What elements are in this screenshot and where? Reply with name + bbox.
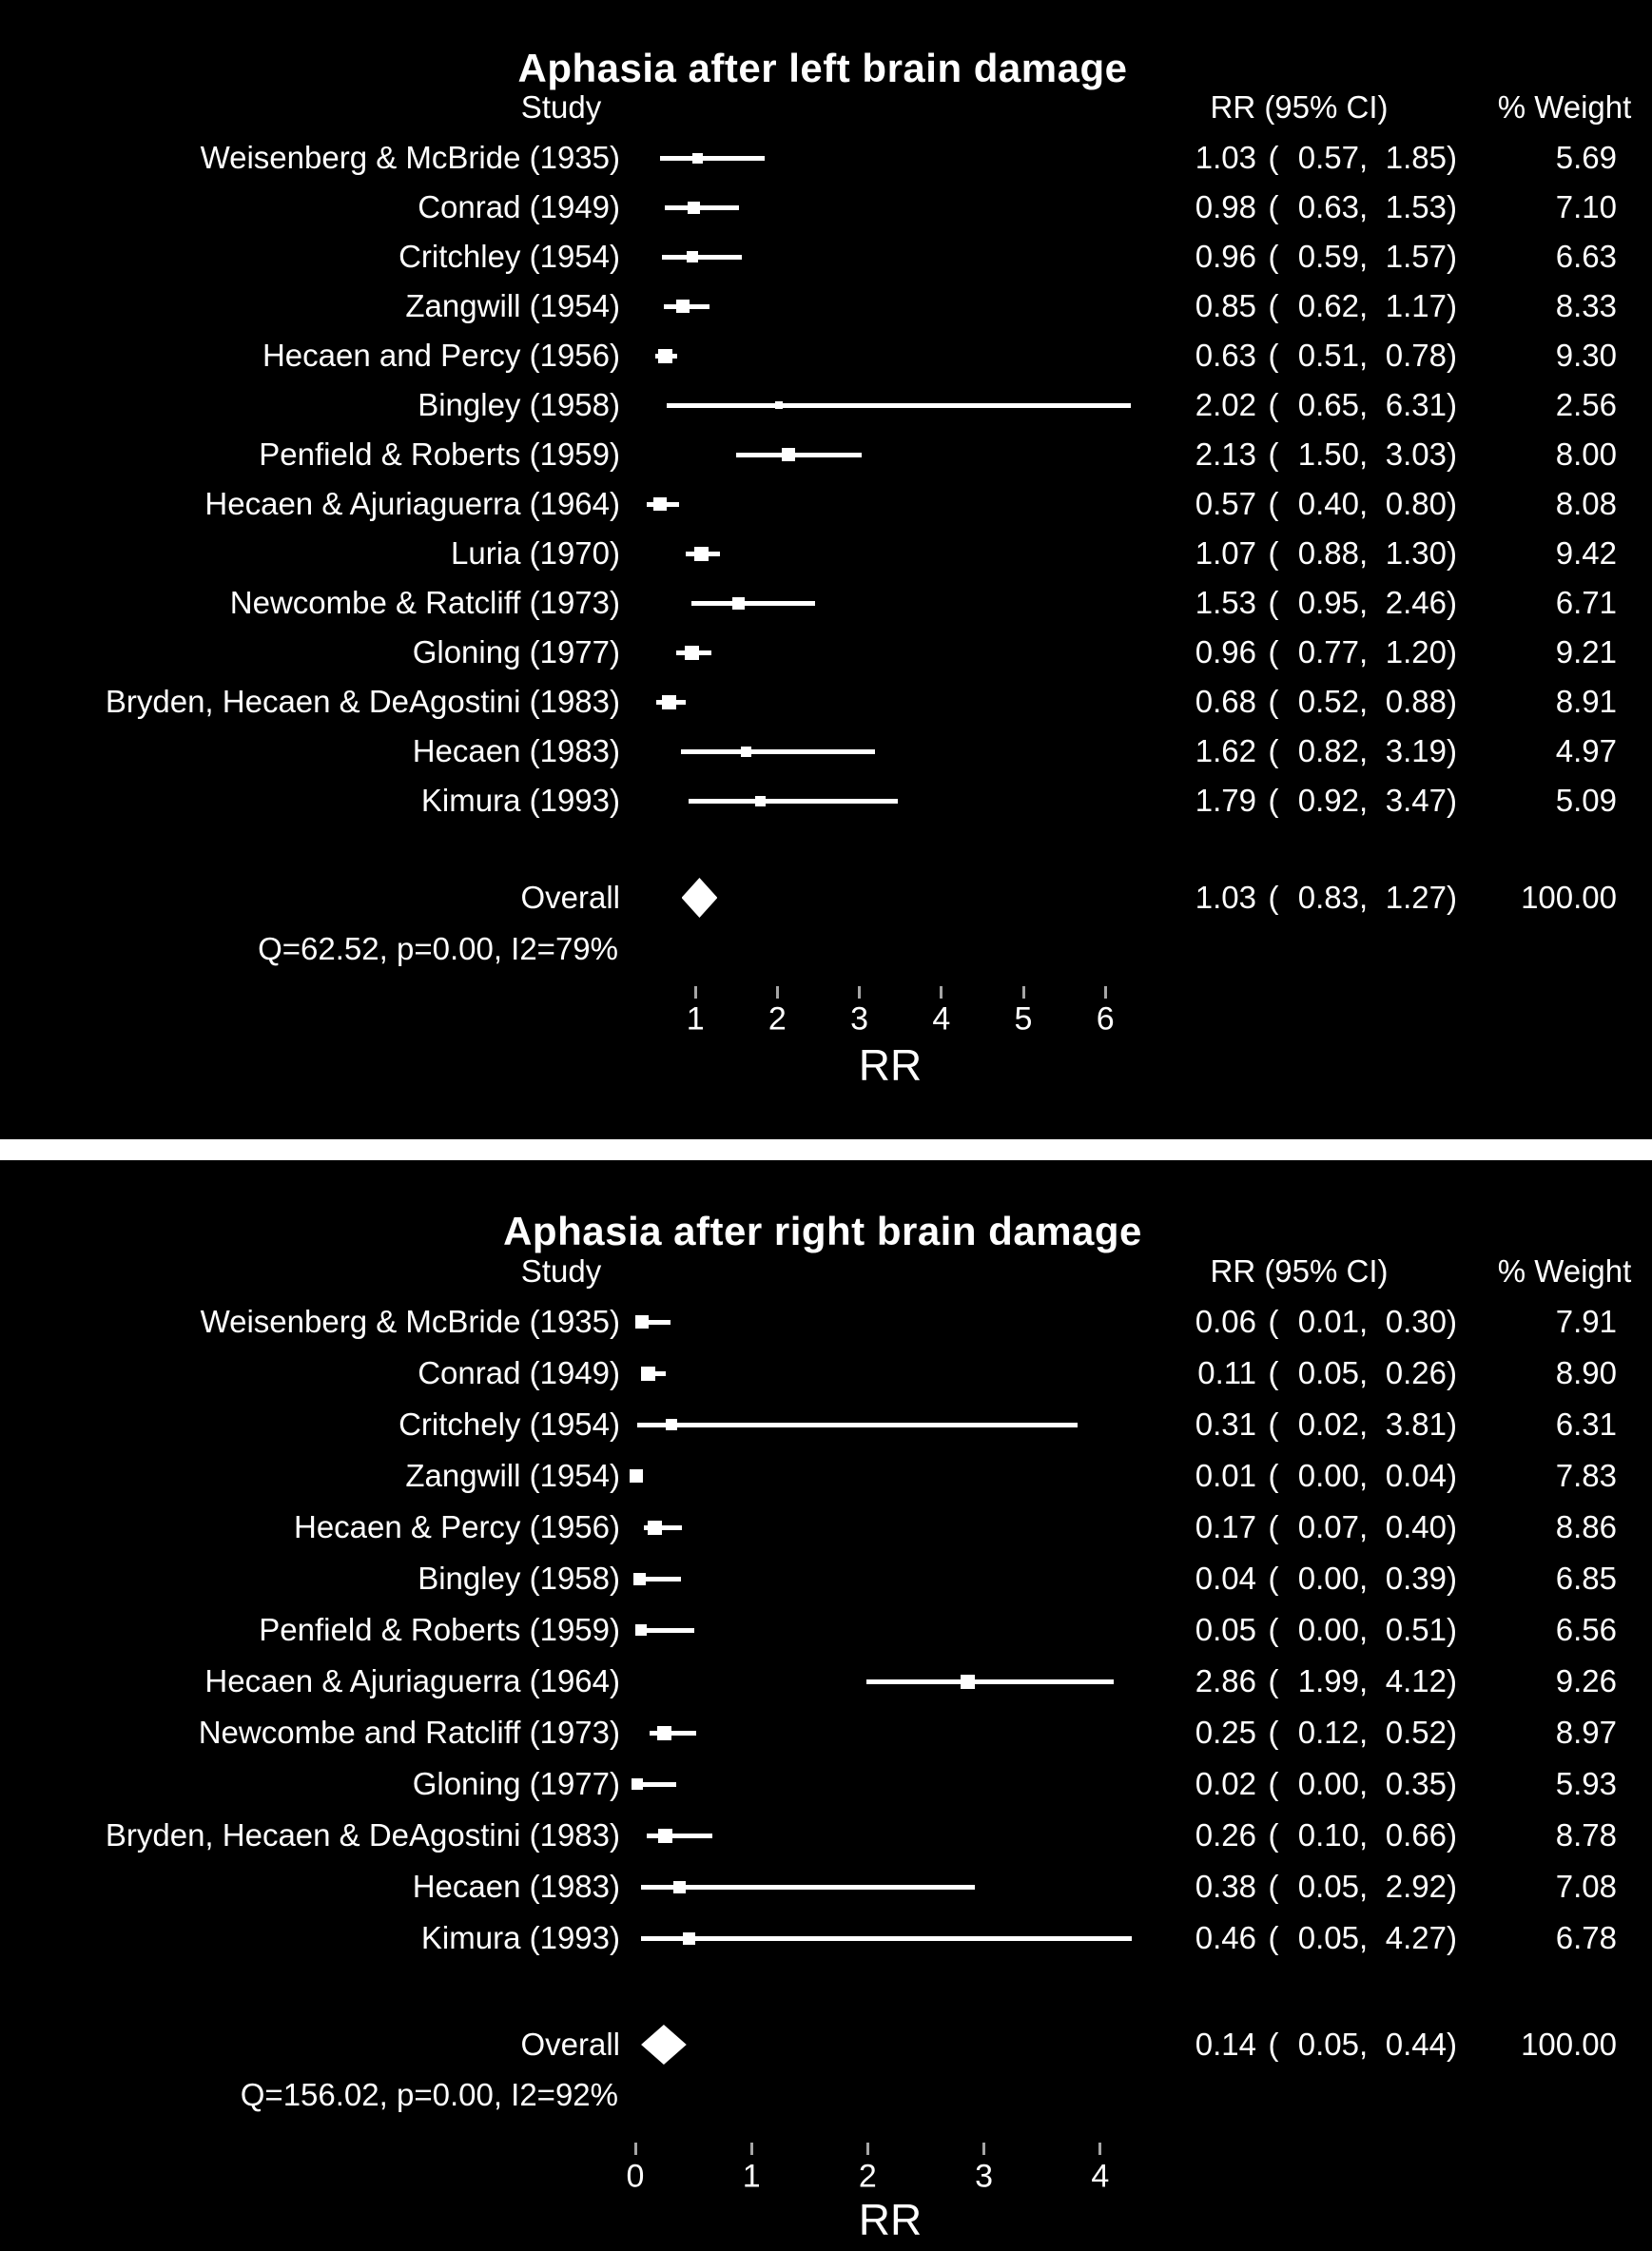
point-estimate-marker [635,1315,649,1329]
column-header-weight: % Weight [1497,1253,1632,1289]
study-label: Zangwill (1954) [405,1458,620,1493]
weight-value: 8.08 [1555,486,1617,521]
weight-value: 7.08 [1555,1869,1617,1904]
axis-tick-label: 4 [932,1000,951,1038]
point-estimate-marker [648,1521,662,1535]
study-label: Luria (1970) [451,535,620,571]
weight-value: 6.31 [1555,1407,1617,1442]
study-label: Hecaen and Percy (1956) [262,338,620,373]
study-label: Zangwill (1954) [405,288,620,323]
rr-ci-value: 0.11 ( 0.05 , 0.26 ) [1197,1355,1457,1390]
point-estimate-marker [641,1367,655,1381]
overall-diamond [641,2025,687,2065]
rr-ci-value: 0.25 ( 0.12 , 0.52 ) [1195,1715,1457,1750]
rr-ci-value: 1.03 ( 0.57 , 1.85 ) [1195,140,1457,175]
study-label: Hecaen & Ajuriaguerra (1964) [204,1663,620,1698]
column-header-rr-ci: RR (95% CI) [1210,89,1389,125]
study-label: Gloning (1977) [412,1766,620,1801]
weight-value: 6.78 [1555,1920,1617,1955]
weight-value: 8.78 [1555,1817,1617,1853]
column-header-study: Study [520,1253,602,1289]
point-estimate-marker [630,1469,643,1483]
point-estimate-marker [658,1829,672,1843]
rr-ci-value: 0.68 ( 0.52 , 0.88 ) [1195,684,1457,719]
weight-value: 7.91 [1555,1304,1617,1339]
weight-value: 9.26 [1555,1663,1617,1698]
rr-ci-value: 0.26 ( 0.10 , 0.66 ) [1195,1817,1457,1853]
rr-ci-value: 0.38 ( 0.05 , 2.92 ) [1195,1869,1457,1904]
point-estimate-marker [657,1726,671,1740]
weight-value: 8.33 [1555,288,1617,323]
rr-ci-value: 0.63 ( 0.51 , 0.78 ) [1195,338,1457,373]
point-estimate-marker [633,1573,646,1585]
confidence-interval-line [637,1423,1078,1427]
point-estimate-marker [673,1881,686,1893]
weight-value: 100.00 [1521,2027,1617,2062]
study-label: Critchley (1954) [398,239,620,274]
axis-tick-label: 6 [1096,1000,1115,1038]
weight-value: 6.85 [1555,1561,1617,1596]
axis-tick-label: 3 [850,1000,869,1038]
study-label: Bingley (1958) [418,1561,620,1596]
weight-value: 8.86 [1555,1509,1617,1544]
heterogeneity-stats: Q=62.52, p=0.00, I2=79% [258,931,618,966]
rr-ci-value: 1.62 ( 0.82 , 3.19 ) [1195,733,1457,768]
rr-ci-value: 0.17 ( 0.07 , 0.40 ) [1195,1509,1457,1544]
overall-label: Overall [520,880,620,915]
overall-label: Overall [520,2027,620,2062]
confidence-interval-line [641,1936,1132,1941]
study-label: Gloning (1977) [412,634,620,669]
point-estimate-marker [961,1675,975,1689]
axis-tick-label: 1 [742,2158,761,2195]
study-label: Bryden, Hecaen & DeAgostini (1983) [105,1817,620,1853]
rr-ci-value: 0.06 ( 0.01 , 0.30 ) [1195,1304,1457,1339]
column-header-study: Study [520,89,602,125]
panel-title: Aphasia after left brain damage [517,46,1128,90]
rr-ci-value: 0.98 ( 0.63 , 1.53 ) [1195,189,1457,224]
heterogeneity-stats: Q=156.02, p=0.00, I2=92% [240,2077,618,2112]
weight-value: 2.56 [1555,387,1617,422]
weight-value: 4.97 [1555,733,1617,768]
axis-tick-label: 0 [626,2158,645,2195]
weight-value: 6.63 [1555,239,1617,274]
rr-ci-value: 1.03 ( 0.83 , 1.27 ) [1195,880,1457,915]
study-label: Kimura (1993) [420,783,620,818]
study-label: Hecaen (1983) [412,1869,620,1904]
weight-value: 7.10 [1555,189,1617,224]
study-label: Conrad (1949) [418,189,620,224]
axis-tick-mark [634,2143,637,2155]
weight-value: 9.21 [1555,634,1617,669]
study-label: Conrad (1949) [418,1355,620,1390]
x-axis-title: RR [858,2195,923,2244]
panel-title: Aphasia after right brain damage [503,1209,1142,1253]
confidence-interval-line [641,1885,975,1890]
confidence-interval-line [866,1679,1114,1684]
confidence-interval-line [647,1834,711,1838]
rr-ci-value: 2.13 ( 1.50 , 3.03 ) [1195,437,1457,472]
weight-value: 7.83 [1555,1458,1617,1493]
rr-ci-value: 0.46 ( 0.05 , 4.27 ) [1195,1920,1457,1955]
study-label: Hecaen & Ajuriaguerra (1964) [204,486,620,521]
study-label: Critchely (1954) [398,1407,620,1442]
weight-value: 5.09 [1555,783,1617,818]
study-label: Bingley (1958) [418,387,620,422]
weight-value: 8.91 [1555,684,1617,719]
x-axis-title: RR [858,1040,923,1090]
rr-ci-value: 0.96 ( 0.59 , 1.57 ) [1195,239,1457,274]
weight-value: 5.69 [1555,140,1617,175]
axis-tick-label: 2 [768,1000,787,1038]
rr-ci-value: 1.53 ( 0.95 , 2.46 ) [1195,585,1457,620]
axis-tick-label: 4 [1091,2158,1110,2195]
study-label: Newcombe & Ratcliff (1973) [229,585,620,620]
weight-value: 9.30 [1555,338,1617,373]
rr-ci-value: 1.07 ( 0.88 , 1.30 ) [1195,535,1457,571]
study-label: Bryden, Hecaen & DeAgostini (1983) [105,684,620,719]
column-header-weight: % Weight [1497,89,1632,125]
axis-tick-mark [982,2143,985,2155]
weight-value: 8.00 [1555,437,1617,472]
point-estimate-marker [632,1778,643,1790]
rr-ci-value: 0.01 ( 0.00 , 0.04 ) [1195,1458,1457,1493]
rr-ci-value: 0.85 ( 0.62 , 1.17 ) [1195,288,1457,323]
rr-ci-value: 0.96 ( 0.77 , 1.20 ) [1195,634,1457,669]
rr-ci-value: 1.79 ( 0.92 , 3.47 ) [1195,783,1457,818]
study-label: Penfield & Roberts (1959) [259,437,620,472]
point-estimate-marker [635,1624,647,1636]
weight-value: 5.93 [1555,1766,1617,1801]
column-header-rr-ci: RR (95% CI) [1210,1253,1389,1289]
study-label: Hecaen (1983) [412,733,620,768]
rr-ci-value: 0.05 ( 0.00 , 0.51 ) [1195,1612,1457,1647]
weight-value: 8.90 [1555,1355,1617,1390]
axis-tick-label: 2 [858,2158,877,2195]
axis-tick-label: 3 [975,2158,994,2195]
rr-ci-value: 0.31 ( 0.02 , 3.81 ) [1195,1407,1457,1442]
point-estimate-marker [683,1932,695,1945]
axis-tick-mark [866,2143,869,2155]
study-label: Penfield & Roberts (1959) [259,1612,620,1647]
weight-value: 9.42 [1555,535,1617,571]
axis-tick-mark [750,2143,753,2155]
rr-ci-value: 0.04 ( 0.00 , 0.39 ) [1195,1561,1457,1596]
rr-ci-value: 0.14 ( 0.05 , 0.44 ) [1195,2027,1457,2062]
study-label: Newcombe and Ratcliff (1973) [198,1715,620,1750]
rr-ci-value: 0.57 ( 0.40 , 0.80 ) [1195,486,1457,521]
study-label: Weisenberg & McBride (1935) [200,140,620,175]
axis-tick-label: 1 [686,1000,705,1038]
axis-tick-label: 5 [1014,1000,1033,1038]
study-label: Hecaen & Percy (1956) [293,1509,620,1544]
rr-ci-value: 0.02 ( 0.00 , 0.35 ) [1195,1766,1457,1801]
weight-value: 100.00 [1521,880,1617,915]
study-label: Kimura (1993) [420,1920,620,1955]
rr-ci-value: 2.86 ( 1.99 , 4.12 ) [1195,1663,1457,1698]
study-label: Weisenberg & McBride (1935) [200,1304,620,1339]
rr-ci-value: 2.02 ( 0.65 , 6.31 ) [1195,387,1457,422]
weight-value: 6.71 [1555,585,1617,620]
weight-value: 6.56 [1555,1612,1617,1647]
weight-value: 8.97 [1555,1715,1617,1750]
point-estimate-marker [666,1419,677,1430]
axis-tick-mark [1098,2143,1101,2155]
